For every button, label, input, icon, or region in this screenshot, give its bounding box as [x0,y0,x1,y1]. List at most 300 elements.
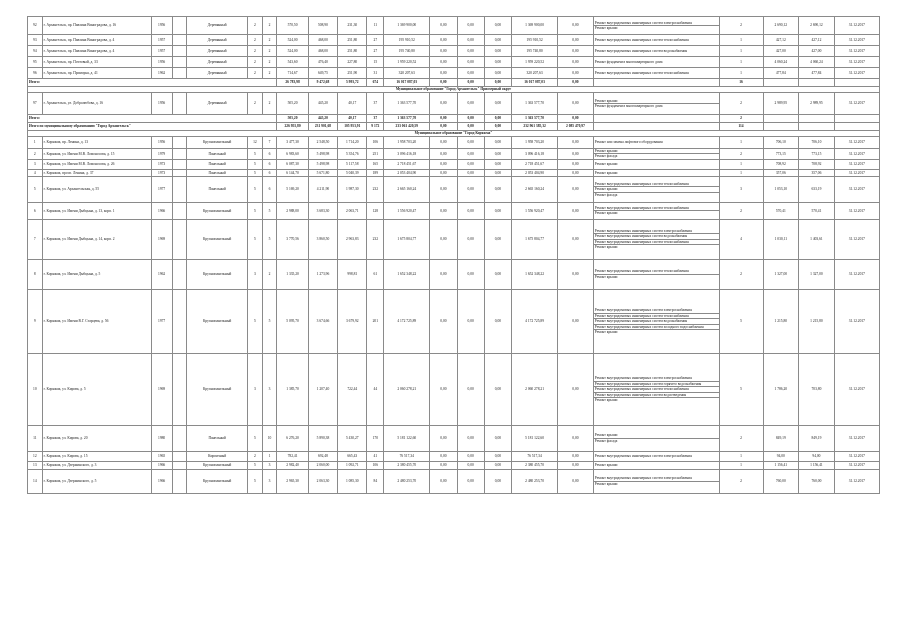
year-overhaul-cell [172,259,187,289]
year-built-cell: 1966 [151,202,172,219]
area-total-cell: 2 988,00 [277,202,308,219]
local-budget-cell: 0,00 [484,425,511,451]
address-cell: г. Коряжма, ул. Имени М.В. Ломоносова, д. 26 [42,159,151,169]
table-row [28,202,880,219]
work-item: Ремонт крыши [594,162,618,167]
year-overhaul-cell [172,68,187,79]
area-total-cell: 524,00 [277,46,308,57]
residents-cell: 61 [367,259,384,289]
local-budget-cell: 0,00 [484,469,511,493]
region-budget-cell: 0,00 [457,137,484,149]
row-number-cell: 14 [28,469,43,493]
other-funds-cell: 0,00 [558,451,594,461]
work-item: Ремонт фасада [594,192,618,197]
year-built-cell: 1965 [151,451,172,461]
wall-material-cell: Панельный [187,149,248,160]
deadline-cell: 31.12.2017 [834,17,879,35]
area-total-cell: 1 335,20 [277,259,308,289]
max-unit-cost-cell: 1 327,00 [799,259,835,289]
region-budget-cell: 0,00 [457,451,484,461]
row-number-cell: 6 [28,202,43,219]
row-number-cell: 9 [28,289,43,353]
total-label-cell: Итого по муниципальному образованию "Город Архангельск" [28,123,277,131]
section-title-cell: Муниципальное образование "Город Коряжма" [28,131,880,137]
entrances-cell: 2 [262,259,277,289]
table-row [28,46,880,57]
total-cost-cell: 76 517,34 [384,451,430,461]
area-owned-cell: 998,81 [338,259,367,289]
floors-cell: 5 [248,169,263,176]
works-cell [593,17,719,35]
owners-funds-cell: 2 665 160,24 [512,176,558,202]
work-item: Ремонт крыши [594,149,719,154]
floors-cell: 2 [248,46,263,57]
address-cell: г. Коряжма, ул. Кирова, д. 5 [42,353,151,425]
floors-cell: 3 [248,353,263,425]
table-row [28,169,880,176]
unit-cost-cell: 477,84 [763,68,799,79]
year-overhaul-cell [172,289,187,353]
table-row [28,425,880,451]
fund-cell: 0,00 [430,169,457,176]
floors-cell: 5 [248,289,263,353]
fund-cell: 0,00 [430,425,457,451]
max-unit-cost-cell: 708,92 [799,159,835,169]
total-row [28,115,880,123]
year-built-cell: 1966 [151,461,172,469]
total-label-cell: Итого: [28,79,277,87]
table-row [28,17,880,35]
area-living-cell: 1 207,40 [308,353,337,425]
other-funds-cell: 0,00 [558,469,594,493]
local-budget-cell: 0,00 [484,35,511,46]
owners-funds-cell: 195 910,52 [512,35,558,46]
unit-cost-cell: 773,15 [763,149,799,160]
total-cost-cell: 1 959 220,52 [384,57,430,68]
year-built-cell: 1956 [151,57,172,68]
year-overhaul-cell [172,17,187,35]
area-living-cell: 5 890,38 [308,425,337,451]
wall-material-cell: Крупнопанельный [187,202,248,219]
row-number-cell: 10 [28,353,43,425]
region-budget-cell: 0,00 [457,259,484,289]
owners-funds-cell: 1 959 220,52 [512,57,558,68]
residents-cell: 11 [367,17,384,35]
fund-cell: 0,00 [430,46,457,57]
area-owned-cell: 1 987,30 [338,176,367,202]
wall-material-cell: Панельный [187,425,248,451]
work-item: Ремонт внутридомовых инженерных систем холодного водоснабжения [594,325,719,330]
work-item: Ремонт внутридомовых инженерных систем горячего водоснабжения [594,382,719,387]
year-built-cell: 1957 [151,35,172,46]
works-count-cell: 1 [719,35,763,46]
work-item: Ремонт крыши [594,26,618,30]
max-unit-cost-cell: 633,19 [799,176,835,202]
unit-cost-cell: 570,41 [763,202,799,219]
fund-cell: 0,00 [430,461,457,469]
area-living-cell: 476,40 [308,57,337,68]
wall-material-cell: Крупнопанельный [187,219,248,259]
area-living-cell: 4 211,90 [308,176,337,202]
works-count-cell: 1 [719,137,763,149]
residents-cell: 674 [367,79,384,87]
fund-cell: 0,00 [430,68,457,79]
works-count-cell: 1 [719,461,763,469]
floors-cell: 5 [248,469,263,493]
entrances-cell: 3 [262,461,277,469]
floors-cell: 2 [248,68,263,79]
address-cell: г. Архангельск, пр. Приморья, д. 41 [42,68,151,79]
total-cost-cell: 3 096 416,18 [384,149,430,160]
year-built-cell: 1962 [151,68,172,79]
wall-material-cell: Кирпичный [187,451,248,461]
region-budget-cell: 0,00 [457,169,484,176]
works-cell [593,137,719,149]
entrances-cell: 6 [262,169,277,176]
row-number-cell: 97 [28,93,43,115]
area-owned-cell: 5 040,39 [338,169,367,176]
total-cost-cell: 5 181 122,60 [384,425,430,451]
max-unit-cost-cell: 2 989,95 [799,93,835,115]
owners-funds-cell: 1 675 804,77 [512,219,558,259]
year-built-cell: 1977 [151,176,172,202]
work-item: Ремонт крыши [594,397,618,402]
total-cost-cell: 16 017 087,03 [384,79,430,87]
work-item: Ремонт внутридомовых инженерных систем водоснабжения [594,319,719,324]
area-owned-cell: 2 963,83 [338,219,367,259]
other-funds-cell: 0,00 [558,149,594,160]
fund-cell: 0,00 [430,115,457,123]
entrances-cell: 2 [262,17,277,35]
region-budget-cell: 0,00 [457,149,484,160]
residents-cell: 232 [367,219,384,259]
area-living-cell: 5 671,80 [308,169,337,176]
residents-cell: 37 [367,115,384,123]
residents-cell: 44 [367,353,384,425]
entrances-cell: 2 [262,57,277,68]
total-row [28,123,880,131]
total-blank-cell [799,115,835,123]
entrances-cell: 2 [262,93,277,115]
local-budget-cell: 0,00 [484,57,511,68]
wall-material-cell: Крупнопанельный [187,259,248,289]
floors-cell: 2 [248,451,263,461]
row-number-cell: 1 [28,137,43,149]
year-built-cell: 1966 [151,469,172,493]
work-item: Ремонт фундамента многоквартирного дома [594,59,663,64]
deadline-cell: 31.12.2017 [834,259,879,289]
region-budget-cell: 0,00 [457,176,484,202]
deadline-cell: 31.12.2017 [834,57,879,68]
wall-material-cell: Крупнопанельный [187,289,248,353]
area-total-cell: 1 385,70 [277,353,308,425]
unit-cost-cell: 427,00 [763,46,799,57]
max-unit-cost-cell: 2 690,12 [799,17,835,35]
work-item: Ремонт крыши [594,481,618,486]
fund-cell: 0,00 [430,451,457,461]
deadline-cell: 31.12.2017 [834,353,879,425]
wall-material-cell: Крупнопанельный [187,469,248,493]
entrances-cell: 3 [262,469,277,493]
other-funds-cell: 0,00 [558,93,594,115]
other-funds-cell: 0,00 [558,57,594,68]
max-unit-cost-cell: 427,12 [799,35,835,46]
work-item: Ремонт внутридомовых инженерных систем теплоснабжения [594,240,719,245]
region-budget-cell: 0,00 [457,35,484,46]
area-owned-cell: 5 117,58 [338,159,367,169]
other-funds-cell: 0,00 [558,169,594,176]
total-cost-cell: 2 480 253,70 [384,469,430,493]
row-number-cell: 92 [28,17,43,35]
total-blank-cell [763,115,799,123]
address-cell: г. Коряжма, просп. Ленина, д. 37 [42,169,151,176]
region-budget-cell: 0,00 [457,289,484,353]
total-count-cell: 16 [719,79,763,87]
residents-cell: 189 [367,169,384,176]
fund-cell: 0,00 [430,137,457,149]
year-built-cell: 1956 [151,17,172,35]
unit-cost-cell: 1 215,80 [763,289,799,353]
total-cost-cell: 1 958 703,20 [384,137,430,149]
deadline-cell: 31.12.2017 [834,159,879,169]
row-number-cell: 93 [28,35,43,46]
works-count-cell: 3 [719,176,763,202]
area-owned-cell: 665,43 [338,451,367,461]
year-overhaul-cell [172,461,187,469]
local-budget-cell: 0,00 [484,17,511,35]
area-total-cell: 782,41 [277,451,308,461]
year-overhaul-cell [172,35,187,46]
region-budget-cell: 0,00 [457,57,484,68]
floors-cell: 5 [248,219,263,259]
local-budget-cell: 0,00 [484,149,511,160]
year-overhaul-cell [172,169,187,176]
year-overhaul-cell [172,451,187,461]
entrances-cell: 2 [262,46,277,57]
work-item: Ремонт крыши [594,170,618,175]
floors-cell: 2 [248,93,263,115]
other-funds-cell: 0,00 [558,79,594,87]
entrances-cell: 6 [262,149,277,160]
fund-cell: 0,00 [430,149,457,160]
local-budget-cell: 0,00 [484,451,511,461]
table-row [28,57,880,68]
area-total-cell: 6 276,20 [277,425,308,451]
works-count-cell: 2 [719,202,763,219]
total-cost-cell: 1 652 348,22 [384,259,430,289]
unit-cost-cell: 4 060,24 [763,57,799,68]
total-cost-cell: 2 718 451,67 [384,159,430,169]
row-number-cell: 8 [28,259,43,289]
unit-cost-cell: 760,00 [763,469,799,493]
works-cell [593,68,719,79]
other-funds-cell: 0,00 [558,289,594,353]
total-cost-cell: 1 363 577,70 [384,115,430,123]
area-total-cell: 6 144,70 [277,169,308,176]
area-owned-cell: 251,90 [338,68,367,79]
max-unit-cost-cell: 94,00 [799,451,835,461]
address-cell: г. Коряжма, ул. Кирова, д. 15 [42,451,151,461]
max-unit-cost-cell: 773,15 [799,149,835,160]
area-living-cell: 468,00 [308,35,337,46]
region-budget-cell: 0,00 [457,79,484,87]
area-living-cell: 5 498,98 [308,159,337,169]
other-funds-cell: 0,00 [558,219,594,259]
max-unit-cost-cell: 1 156,41 [799,461,835,469]
owners-funds-cell: 3 096 416,18 [512,149,558,160]
region-budget-cell: 0,00 [457,353,484,425]
works-cell [593,259,719,289]
area-living-cell: 468,00 [308,46,337,57]
area-total-cell: 3 477,30 [277,137,308,149]
deadline-cell: 31.12.2017 [834,425,879,451]
region-budget-cell: 0,00 [457,159,484,169]
local-budget-cell: 0,00 [484,68,511,79]
table-body [28,17,880,494]
owners-funds-cell: 2 060 278,21 [512,353,558,425]
residents-cell: 106 [367,461,384,469]
row-number-cell: 3 [28,159,43,169]
address-cell: г. Коряжма, ул. Имени Дыбцына, д. 14, корп. 2 [42,219,151,259]
work-item: Ремонт внутридомовых инженерных систем теплоснабжения [594,387,719,392]
wall-material-cell: Деревянный [187,93,248,115]
area-living-cell: 2 063,30 [308,469,337,493]
work-item: Ремонт крыши [594,329,618,334]
entrances-cell: 7 [262,137,277,149]
unit-cost-cell: 708,92 [763,159,799,169]
address-cell: г. Архангельск, пр. Почтовый, д. 33 [42,57,151,68]
total-cost-cell: 233 061 420,59 [384,123,430,131]
total-cost-cell: 2 380 455,70 [384,461,430,469]
other-funds-cell: 0,00 [558,461,594,469]
owners-funds-cell: 5 181 122,60 [512,425,558,451]
local-budget-cell: 0,00 [484,137,511,149]
year-overhaul-cell [172,93,187,115]
work-item: Ремонт внутридомовых инженерных систем электроснабжения [594,21,719,26]
floors-cell: 2 [248,57,263,68]
fund-cell: 0,00 [430,93,457,115]
year-overhaul-cell [172,425,187,451]
entrances-cell: 6 [262,159,277,169]
year-overhaul-cell [172,57,187,68]
owners-funds-cell: 195 740,80 [512,46,558,57]
area-living-cell: 508,90 [308,17,337,35]
residents-cell: 201 [367,289,384,353]
work-item: Ремонт внутридомовых инженерных систем теплоснабжения [594,206,719,211]
work-item: Ремонт внутридомовых инженерных систем теплоснабжения [594,70,689,75]
area-living-cell: 2 548,50 [308,137,337,149]
fund-cell: 0,00 [430,353,457,425]
fund-cell: 0,00 [430,176,457,202]
address-cell: г. Коряжма, ул. Имени В.Г. Старцева, д. 56 [42,289,151,353]
works-count-cell: 2 [719,469,763,493]
works-count-cell: 2 [719,259,763,289]
area-total-cell: 6 087,30 [277,159,308,169]
works-count-cell: 2 [719,149,763,160]
address-cell: г. Коряжма, ул. Кирова, д. 20 [42,425,151,451]
total-blank-cell [834,123,879,131]
local-budget-cell: 0,00 [484,169,511,176]
residents-cell: 15 [367,57,384,68]
table-row [28,289,880,353]
entrances-cell: 3 [262,353,277,425]
area-living-cell: 3 860,50 [308,219,337,259]
address-cell: г. Коряжма, ул. Имени М.В. Ломоносова, д. 15 [42,149,151,160]
address-cell: г. Архангельск, пр. Павлина Виноградова, д. 4 [42,35,151,46]
work-item: Ремонт крыши [594,274,618,279]
wall-material-cell: Крупнопанельный [187,353,248,425]
works-cell [593,289,719,353]
deadline-cell: 31.12.2017 [834,35,879,46]
total-works-cell [593,79,719,87]
local-budget-cell: 0,00 [484,176,511,202]
row-number-cell: 94 [28,46,43,57]
region-budget-cell: 0,00 [457,469,484,493]
works-cell [593,451,719,461]
year-overhaul-cell [172,176,187,202]
max-unit-cost-cell: 706,10 [799,137,835,149]
fund-cell: 0,00 [430,57,457,68]
table-row [28,219,880,259]
total-cost-cell: 2 053 404,90 [384,169,430,176]
area-owned-cell: 3 679,92 [338,289,367,353]
area-living-cell: 1 273,96 [308,259,337,289]
other-funds-cell: 0,00 [558,17,594,35]
max-unit-cost-cell: 357,06 [799,169,835,176]
fund-cell: 0,00 [430,469,457,493]
works-count-cell: 5 [719,353,763,425]
area-living-cell: 445,20 [308,115,337,123]
work-item: Ремонт крыши [594,187,719,192]
total-blank-cell [763,79,799,87]
year-built-cell: 1973 [151,159,172,169]
wall-material-cell: Панельный [187,159,248,169]
year-built-cell: 1973 [151,169,172,176]
local-budget-cell: 0,00 [484,93,511,115]
owners-funds-cell: 232 961 385,32 [512,123,558,131]
area-living-cell: 2 060,00 [308,461,337,469]
residents-cell: 170 [367,425,384,451]
year-overhaul-cell [172,219,187,259]
total-works-cell [593,115,719,123]
works-count-cell: 2 [719,425,763,451]
work-item: Ремонт внутридомовых инженерных систем электроснабжения [594,376,719,381]
year-built-cell: 1957 [151,46,172,57]
total-count-cell: 114 [719,123,763,131]
year-overhaul-cell [172,469,187,493]
year-built-cell: 1979 [151,149,172,160]
total-row [28,79,880,87]
deadline-cell: 31.12.2017 [834,137,879,149]
entrances-cell: 1 [262,451,277,461]
area-owned-cell: 5 354,76 [338,149,367,160]
wall-material-cell: Деревянный [187,35,248,46]
total-cost-cell: 2 665 160,24 [384,176,430,202]
table-row [28,259,880,289]
region-budget-cell: 0,00 [457,115,484,123]
table-row [28,159,880,169]
area-owned-cell: 1 714,20 [338,137,367,149]
other-funds-cell: 2 085 470,97 [558,123,594,131]
work-item: Ремонт внутридомовых инженерных систем теплоснабжения [594,182,719,187]
region-budget-cell: 0,00 [457,68,484,79]
work-item: Ремонт внутридомовых инженерных систем водоотведения [594,393,719,398]
fund-cell: 0,00 [430,159,457,169]
local-budget-cell: 0,00 [484,159,511,169]
table-row [28,469,880,493]
floors-cell: 12 [248,137,263,149]
row-number-cell: 95 [28,57,43,68]
